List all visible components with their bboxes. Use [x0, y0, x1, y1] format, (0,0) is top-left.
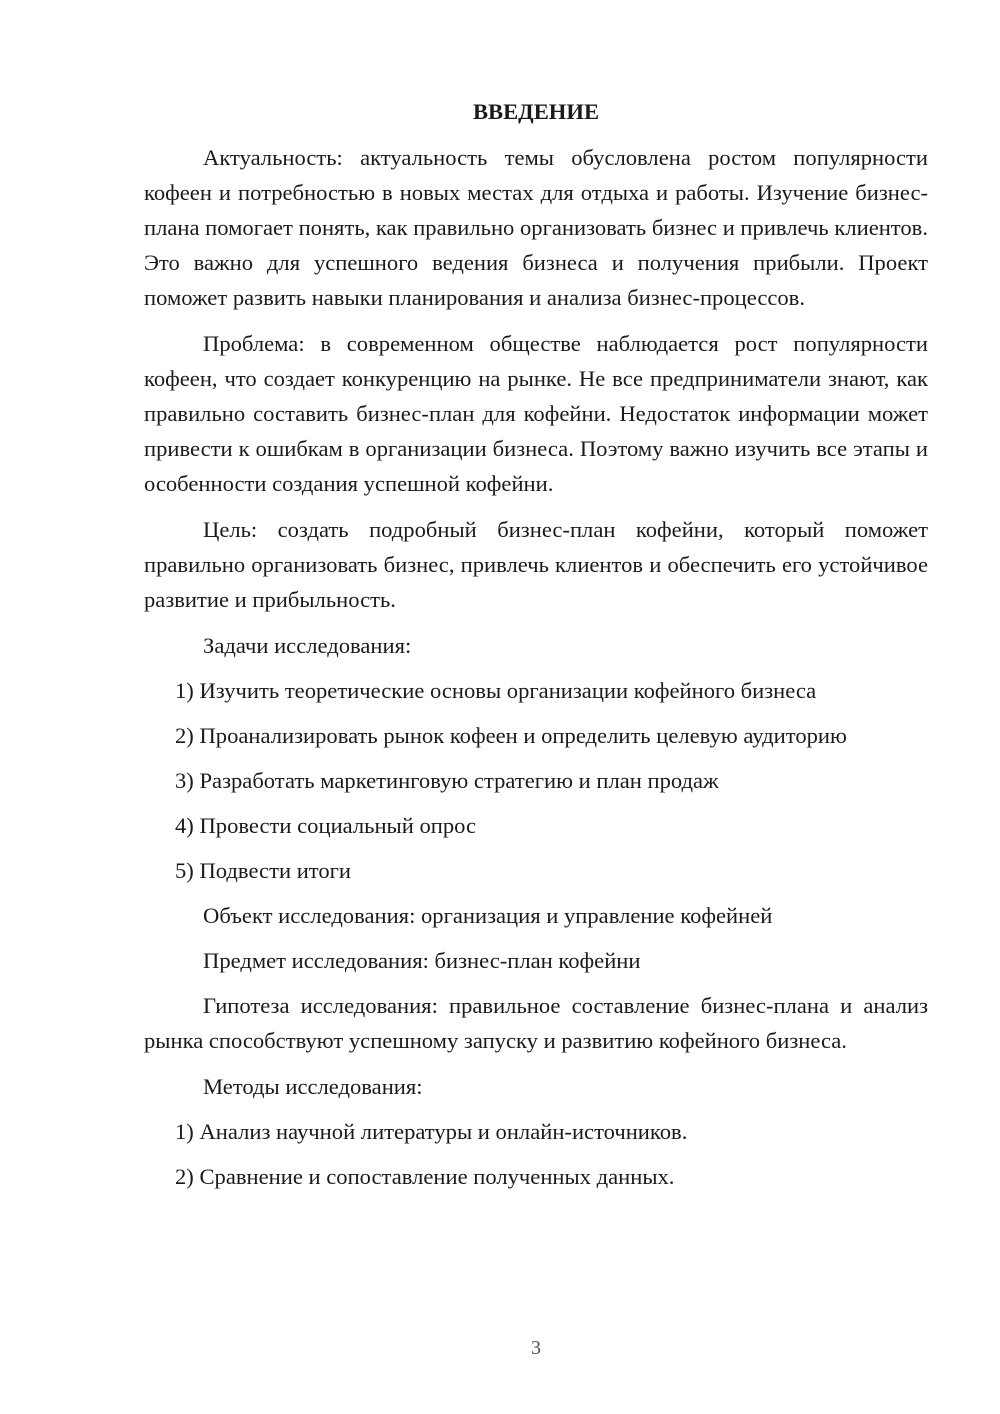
list-item: 3) Разработать маркетинговую стратегию и план продаж: [175, 768, 719, 793]
list-item: 2) Проанализировать рынок кофеен и определить целевую аудиторию: [175, 723, 847, 748]
goal-paragraph: Цель: создать подробный бизнес-план кофейни, который поможет правильно организовать бизнес, привлечь клиентов и обеспечить его устойчивое развитие и прибыльность.: [144, 517, 928, 612]
list-item: 1) Изучить теоретические основы организации кофейного бизнеса: [175, 678, 817, 703]
tasks-heading: Задачи исследования:: [203, 633, 412, 658]
list-item: 4) Провести социальный опрос: [175, 813, 477, 838]
object-line: Объект исследования: организация и управление кофейней: [203, 903, 773, 928]
methods-heading: Методы исследования:: [203, 1074, 423, 1099]
list-item: 2) Сравнение и сопоставление полученных данных.: [175, 1164, 675, 1189]
list-item: 1) Анализ научной литературы и онлайн-источников.: [175, 1119, 688, 1144]
page-number: 3: [531, 1337, 541, 1359]
tasks-list: [144, 673, 928, 888]
subject-line: Предмет исследования: бизнес-план кофейни: [203, 948, 641, 973]
page-title: ВВЕДЕНИЕ: [472, 99, 600, 124]
list-item: 5) Подвести итоги: [175, 858, 352, 883]
methods-list: [144, 1114, 928, 1194]
document-page: [144, 94, 928, 1204]
relevance-paragraph: Актуальность: актуальность темы обусловлена ростом популярности кофеен и потребностью в новых местах для отдыха и работы. Изучение бизнес-плана помогает понять, как правильно организовать бизнес и привлечь клиентов. Это важно для успешного ведения бизнеса и получения прибыли. Проект поможет развить навыки планирования и анализа бизнес-процессов.: [144, 145, 928, 310]
hypothesis-paragraph: Гипотеза исследования: правильное составление бизнес-плана и анализ рынка способствуют успешному запуску и развитию кофейного бизнеса.: [144, 993, 928, 1053]
problem-paragraph: Проблема: в современном обществе наблюдается рост популярности кофеен, что создает конкуренцию на рынке. Не все предприниматели знают, как правильно составить бизнес-план для кофейни. Недостаток информации может привести к ошибкам в организации бизнеса. Поэтому важно изучить все этапы и особенности создания успешной кофейни.: [144, 331, 928, 496]
